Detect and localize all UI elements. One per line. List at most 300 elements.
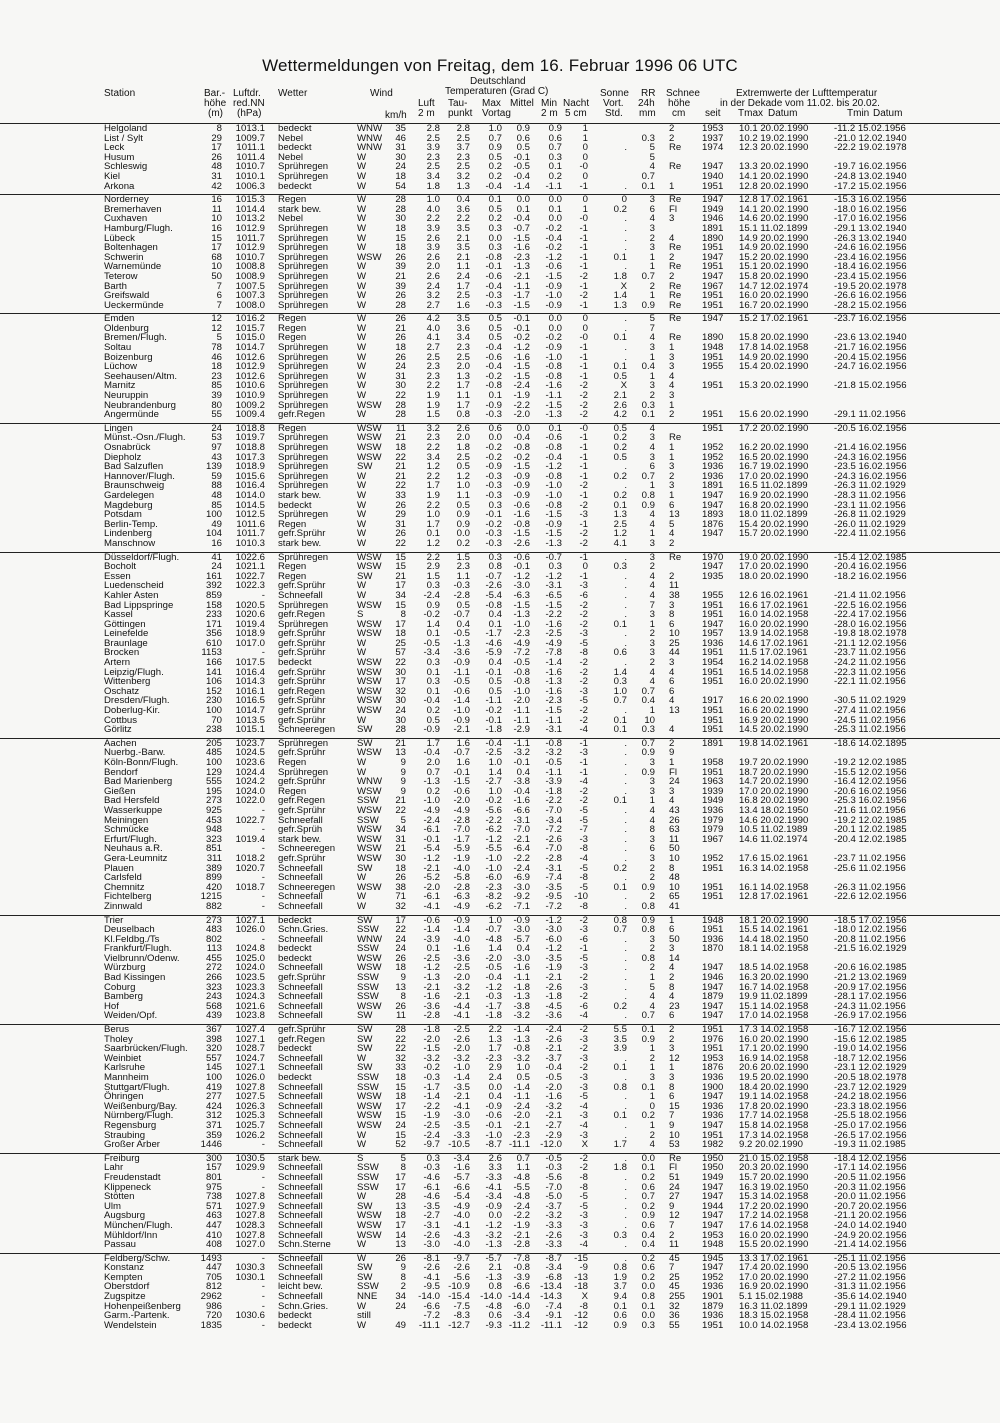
wind-direction: W (357, 222, 367, 234)
mean-temp: -1.1 (513, 280, 530, 292)
air-temp: -1.2 (423, 962, 440, 974)
station-row (0, 539, 1000, 549)
precipitation: 6 (649, 461, 655, 473)
min-temp: 0.0 (548, 322, 562, 334)
ground-temp: -1 (579, 551, 588, 563)
mean-temp: -1.1 (513, 714, 530, 726)
tmax-record: 16.0 20.02.1990 (739, 618, 809, 630)
weather: bedeckt (278, 1319, 312, 1331)
pressure: 1010.7 (235, 251, 265, 263)
pressure: 1010.3 (235, 537, 265, 549)
dew-point: 0.5 (456, 499, 470, 511)
altitude: 447 (205, 1219, 222, 1231)
wind-direction: WSW (357, 1100, 382, 1112)
min-temp: -0.2 (545, 332, 562, 344)
snow-depth: 3 (669, 1043, 675, 1055)
max-temp: -4.1 (485, 1181, 502, 1193)
record-since: 1952 (702, 852, 724, 864)
wind-direction: W (357, 1252, 367, 1264)
air-temp: 2.5 (426, 351, 440, 363)
station-name: Klippeneck (104, 1181, 151, 1193)
tmin-record: -23.3 18.02.1956 (834, 1100, 907, 1112)
dew-point: -4.0 (453, 862, 470, 874)
weather: Schneefall (278, 1181, 323, 1193)
altitude: 46 (211, 351, 222, 363)
tmin-record: -20.5 11.02.1956 (834, 1171, 906, 1183)
wind-speed: 5 (400, 1152, 406, 1164)
tmin-record: -25.3 11.02.1956 (834, 724, 906, 736)
precipitation: 2 (649, 561, 655, 573)
snow-depth: 2 (669, 123, 675, 134)
max-temp: 0.5 (488, 203, 502, 215)
tmin-record: -21.0 12.02.1940 (834, 132, 907, 144)
min-temp: -3.4 (545, 1262, 562, 1274)
mean-temp: -0.1 (513, 561, 530, 573)
altitude: 948 (205, 824, 222, 836)
station-name: Garm.-Partenk. (104, 1310, 170, 1322)
tmin-record: -23.7 11.02.1956 (834, 647, 906, 659)
record-since: 1951 (702, 1024, 724, 1036)
station-name: Weißenburg/Bay. (104, 1100, 178, 1112)
altitude: 41 (211, 551, 222, 563)
altitude: 447 (205, 1262, 222, 1274)
station-name: Freudenstadt (104, 1171, 161, 1183)
max-temp: -0.7 (485, 570, 502, 582)
snow-depth: 14 (669, 952, 680, 964)
wind-speed: 31 (395, 833, 406, 845)
dew-point: 2.1 (456, 232, 470, 244)
weather: bedeckt (278, 499, 312, 511)
precipitation: 2 (649, 1129, 655, 1141)
tmax-record: 14.6 20.02.1990 (739, 814, 809, 826)
precipitation: 5 (649, 151, 655, 163)
tmax-record: 17.1 20.02.1990 (739, 1043, 809, 1055)
precipitation: 4 (649, 676, 655, 688)
dew-point: -2.1 (453, 724, 470, 736)
sunshine: . (624, 1252, 627, 1264)
pressure: - (261, 1281, 265, 1293)
air-temp: -3.5 (423, 1200, 440, 1212)
station-name: Lahr (104, 1162, 124, 1174)
header-pressure-3: (hPa) (237, 108, 262, 119)
record-since: 1949 (702, 795, 724, 807)
altitude: 312 (205, 1110, 222, 1122)
sunshine: 0.3 (613, 561, 627, 573)
tmax-record: 17.3 14.02.1958 (739, 1024, 809, 1036)
weather: Schneefall (278, 891, 323, 903)
wind-speed: 22 (395, 924, 406, 936)
wind-direction: SSW (357, 924, 379, 936)
air-temp: 0.5 (426, 714, 440, 726)
pressure: 1011.7 (236, 528, 265, 540)
tmin-record: -20.4 16.02.1956 (834, 561, 907, 573)
max-temp: -1.7 (485, 628, 502, 640)
sunshine: . (624, 657, 627, 669)
pressure: 1014.7 (235, 705, 265, 717)
dew-point: -1.4 (453, 1072, 470, 1083)
ground-temp: -1 (579, 361, 588, 373)
altitude: 16 (211, 194, 222, 206)
max-temp: -8.2 (485, 891, 502, 903)
dew-point: 3.7 (456, 142, 470, 154)
max-temp: -0.8 (485, 599, 502, 611)
altitude: 39 (211, 390, 222, 402)
station-name: Wendelstein (104, 1319, 157, 1331)
max-temp: -0.4 (485, 972, 502, 984)
tmin-record: -23.7 16.02.1956 (834, 313, 907, 325)
mean-temp: -1.5 (513, 599, 530, 611)
ground-temp: -3 (579, 580, 588, 592)
min-temp: -11.1 (540, 1319, 562, 1331)
mean-temp: -1.5 (513, 232, 530, 244)
ground-temp: X (581, 1139, 588, 1151)
min-temp: -0.5 (545, 1072, 562, 1083)
ground-temp: -2 (579, 480, 588, 492)
pressure: 1018.9 (235, 461, 265, 473)
sunshine: . (624, 824, 627, 836)
ground-temp: -2 (579, 1024, 588, 1036)
min-temp: -0.4 (545, 451, 562, 463)
tmax-record: 15.3 20.02.1990 (739, 380, 809, 392)
pressure: 1009.7 (235, 132, 265, 144)
weather: Sprühregen (278, 290, 329, 302)
station-name: Norderney (104, 194, 149, 206)
wind-direction: SSW (357, 991, 379, 1003)
altitude: 1835 (200, 1319, 222, 1331)
snow-depth: Re (669, 290, 682, 302)
ground-temp: -2 (579, 1152, 588, 1164)
air-temp: 4.1 (426, 332, 440, 344)
max-temp: 0.4 (488, 1091, 502, 1103)
station-name: Kempten (104, 1271, 143, 1283)
snow-depth: 24 (669, 1181, 680, 1193)
tmin-record: -19.2 12.02.1985 (834, 757, 907, 768)
wind-direction: WNW (357, 776, 383, 788)
wind-direction: W (357, 1239, 367, 1251)
air-temp: -2.0 (423, 881, 440, 893)
pressure: - (261, 647, 265, 659)
air-temp: -0.2 (423, 609, 440, 621)
wind-direction: W (357, 480, 367, 492)
mean-temp: -0.9 (513, 489, 530, 501)
dew-point: 0.9 (456, 509, 470, 521)
precipitation: 6 (649, 843, 655, 855)
mean-temp: -2.4 (513, 380, 530, 392)
min-temp: -3.5 (545, 881, 562, 893)
ground-temp: -0 (579, 332, 588, 344)
mean-temp: -2.9 (513, 724, 530, 736)
air-temp: 2.3 (426, 361, 440, 373)
station-name: Meiningen (104, 814, 149, 826)
wind-speed: 15 (395, 599, 406, 611)
air-temp: 4.2 (426, 313, 440, 325)
wind-direction: W (357, 1129, 367, 1141)
header-snow-1: Schnee (666, 88, 700, 99)
air-temp: -4.1 (423, 900, 440, 912)
snow-depth: Re (669, 1152, 682, 1164)
max-temp: -0.4 (485, 737, 502, 749)
tmax-record: 16.0 20.02.1990 (739, 1033, 809, 1045)
precipitation: 0.7 (641, 470, 655, 482)
max-temp: -0.9 (485, 1200, 502, 1212)
sunshine: . (624, 933, 627, 945)
precipitation: 0.3 (641, 1319, 655, 1331)
max-temp: -4.8 (485, 1300, 502, 1312)
min-temp: -2.9 (545, 1129, 562, 1141)
weather: Schneefall (278, 1200, 323, 1212)
min-temp: -1.6 (545, 666, 562, 678)
station-group (0, 1153, 1000, 1250)
max-temp: -2.2 (485, 814, 502, 826)
sunshine: 1.8 (613, 1162, 627, 1174)
station-row (0, 301, 1000, 311)
altitude: 100 (205, 705, 222, 717)
dew-point: 1.6 (456, 299, 470, 311)
sunshine: 5.5 (613, 1024, 627, 1036)
record-since: 1955 (702, 361, 724, 373)
max-temp: 0.3 (488, 551, 502, 563)
pressure: 1009.2 (235, 399, 265, 411)
precipitation: 1 (649, 618, 655, 630)
altitude: 986 (205, 1300, 222, 1312)
station-name: Würzburg (104, 962, 146, 974)
record-since: 1947 (702, 618, 724, 630)
tmin-record: -22.3 11.02.1956 (834, 666, 906, 678)
station-row (0, 1140, 1000, 1150)
sunshine: . (624, 222, 627, 234)
wind-direction: WSW (357, 618, 382, 630)
min-temp: -1.8 (545, 785, 562, 797)
min-temp: -2.6 (545, 1229, 562, 1241)
wind-speed: 26 (395, 351, 406, 363)
record-since: 1951 (702, 647, 724, 659)
max-temp: -0.2 (485, 705, 502, 717)
station-name: Lüchow (104, 361, 138, 373)
tmax-record: 19.9 11.02.1899 (739, 991, 808, 1003)
dew-point: 2.5 (456, 351, 470, 363)
record-since: 1879 (702, 991, 724, 1003)
wind-direction: W (357, 313, 367, 325)
station-name: Weiden/Opf. (104, 1010, 158, 1022)
weather: Schneefall (278, 1010, 323, 1022)
tmax-record: 16.9 20.02.1990 (739, 489, 809, 501)
dew-point: -3.2 (453, 981, 470, 993)
air-temp: -2.4 (423, 589, 440, 601)
wind-speed: 26 (395, 1000, 406, 1012)
altitude: 738 (205, 1191, 222, 1203)
pressure: - (261, 1181, 265, 1193)
wind-speed: 32 (395, 685, 406, 697)
precipitation: 0.1 (641, 1081, 655, 1093)
station-name: Hamburg/Flugh. (104, 222, 173, 234)
tmin-record: -21.1 12.02.1956 (834, 637, 907, 649)
wind-speed: 21 (395, 322, 406, 334)
precipitation: 0.6 (641, 1262, 655, 1274)
altitude: 100 (205, 509, 222, 521)
altitude: 238 (205, 724, 222, 736)
sunshine: 0.1 (613, 1062, 627, 1074)
dew-point: 2.5 (456, 132, 470, 144)
weather: gefr.Sprühr (278, 747, 326, 759)
snow-depth: 9 (669, 747, 675, 759)
tmin-record: -22.6 12.02.1956 (834, 891, 907, 903)
air-temp: -6.1 (423, 1181, 440, 1193)
air-temp: 1.8 (426, 180, 440, 192)
weather: Nebel (278, 213, 304, 225)
mean-temp: -2.4 (513, 862, 530, 874)
mean-temp: -2.2 (513, 399, 530, 411)
precipitation: 3 (649, 537, 655, 549)
weather: Regen (278, 194, 307, 206)
min-temp: -2.6 (545, 833, 562, 845)
sunshine: . (624, 705, 627, 717)
ground-temp: -2 (579, 795, 588, 807)
mean-temp: -1.2 (513, 570, 530, 582)
station-name: Passau (104, 1239, 136, 1251)
record-since: 1951 (702, 1043, 724, 1055)
weather: stark bew. (278, 203, 322, 215)
max-temp: 1.4 (488, 943, 502, 955)
min-temp: -1.1 (545, 714, 562, 726)
air-temp: -1.3 (423, 972, 440, 984)
weather: bedeckt (278, 123, 312, 134)
mean-temp: -11.1 (508, 1139, 530, 1151)
pressure: 1017.3 (235, 451, 265, 463)
wind-direction: WNW (357, 142, 383, 154)
max-temp: -0.3 (485, 290, 502, 302)
ground-temp: -1 (579, 489, 588, 501)
weather: Sprühregen (278, 251, 329, 263)
wind-speed: 18 (395, 1091, 406, 1103)
tmin-record: -20.5 16.02.1956 (834, 422, 907, 434)
snow-depth: 10 (669, 1129, 680, 1141)
tmin-record: -24.5 11.02.1956 (834, 714, 906, 726)
mean-temp: -1.6 (513, 962, 530, 974)
altitude: 424 (205, 1100, 222, 1112)
wind-direction: S (357, 1152, 364, 1164)
wind-speed: 33 (395, 1062, 406, 1074)
wind-speed: 9 (400, 766, 406, 778)
weather: Schneefall (278, 1110, 323, 1122)
wind-direction: WSW (357, 1119, 382, 1131)
ground-temp: -3 (579, 1033, 588, 1045)
air-temp: 2.2 (426, 213, 440, 225)
precipitation: 0.1 (641, 409, 655, 421)
pressure: 1023.8 (235, 1010, 265, 1022)
record-since: 1947 (702, 1210, 724, 1222)
header-station: Station (104, 88, 136, 99)
mean-temp: -1.4 (513, 180, 530, 192)
dew-point: -3.5 (453, 1119, 470, 1131)
ground-temp: -5 (579, 814, 588, 826)
wind-direction: WSW (357, 1219, 382, 1231)
dew-point: 0.2 (456, 537, 470, 549)
dew-point: -4.9 (453, 1200, 470, 1212)
sunshine: . (624, 776, 627, 788)
precipitation: 0.4 (641, 361, 655, 373)
wind-speed: 29 (395, 509, 406, 521)
ground-temp: -15 (574, 1252, 588, 1264)
wind-speed: 26 (395, 313, 406, 325)
weather: Nebel (278, 151, 304, 163)
precipitation: 3 (649, 609, 655, 621)
record-since: 1947 (702, 1181, 724, 1193)
record-since: 1947 (702, 194, 724, 206)
mean-temp: -0.8 (513, 1262, 530, 1274)
ground-temp: -12 (574, 1319, 588, 1331)
ground-temp: -3 (579, 1052, 588, 1064)
wind-speed: 17 (395, 1100, 406, 1112)
tmin-record: -24.0 14.02.1940 (834, 1219, 907, 1231)
altitude: 801 (205, 1171, 222, 1183)
ground-temp: -0 (579, 213, 588, 225)
precipitation: 1 (649, 251, 655, 263)
precipitation: 3 (649, 432, 655, 444)
altitude: 323 (205, 833, 222, 845)
max-temp: -1.0 (485, 1129, 502, 1141)
station-name: Dresden/Flugh. (104, 695, 170, 707)
tmin-record: -17.2 15.02.1956 (834, 180, 907, 192)
pressure: 1015.7 (235, 322, 265, 334)
station-name: Bad Hersfeld (104, 795, 160, 807)
record-since: 1947 (702, 489, 724, 501)
tmax-record: 15.2 17.02.1961 (739, 313, 809, 325)
header-date-2: Datum (873, 108, 903, 119)
header-max: Max (482, 98, 501, 109)
altitude: 720 (205, 1310, 222, 1322)
dew-point: -5.9 (453, 843, 470, 855)
air-temp: -0.3 (423, 1072, 440, 1083)
mean-temp: -2.3 (513, 628, 530, 640)
record-since: 1951 (702, 766, 724, 778)
tmin-record: -18.2 16.02.1956 (834, 570, 907, 582)
pressure: 1024.2 (235, 776, 265, 788)
min-temp: -7.8 (545, 647, 562, 659)
wind-speed: 38 (395, 881, 406, 893)
air-temp: 2.7 (426, 342, 440, 354)
air-temp: -3.0 (423, 1239, 440, 1251)
station-name: Kiel (104, 170, 120, 182)
mean-temp: -0.8 (513, 518, 530, 530)
pressure: 1007.5 (235, 280, 265, 292)
air-temp: 4.0 (426, 322, 440, 334)
precipitation: 0.6 (641, 1219, 655, 1231)
sunshine: 2.6 (613, 399, 627, 411)
max-temp: -0.7 (485, 924, 502, 936)
ground-temp: -2 (579, 1062, 588, 1074)
air-temp: 0.3 (426, 657, 440, 669)
precipitation: 0.2 (641, 1271, 655, 1283)
air-temp: -2.4 (423, 814, 440, 826)
air-temp: 2.0 (426, 261, 440, 273)
min-temp: 0.7 (548, 142, 562, 154)
tmin-record: -28.1 17.02.1956 (834, 991, 907, 1003)
precipitation: 0.2 (641, 1252, 655, 1264)
tmax-record: 11.5 17.02.1961 (739, 647, 808, 659)
mean-temp: -1.0 (513, 618, 530, 630)
ground-temp: -5 (579, 1200, 588, 1212)
sunshine: . (624, 952, 627, 964)
altitude: 11 (212, 203, 222, 215)
pressure: 1010.9 (235, 390, 265, 402)
snow-depth: 2 (669, 1024, 675, 1036)
pressure: 1027.1 (235, 1062, 265, 1074)
ground-temp: -1 (579, 432, 588, 444)
mean-temp: -0.2 (513, 451, 530, 463)
record-since: 1947 (702, 270, 724, 282)
ground-temp: -3 (579, 747, 588, 759)
air-temp: 0.9 (426, 599, 440, 611)
